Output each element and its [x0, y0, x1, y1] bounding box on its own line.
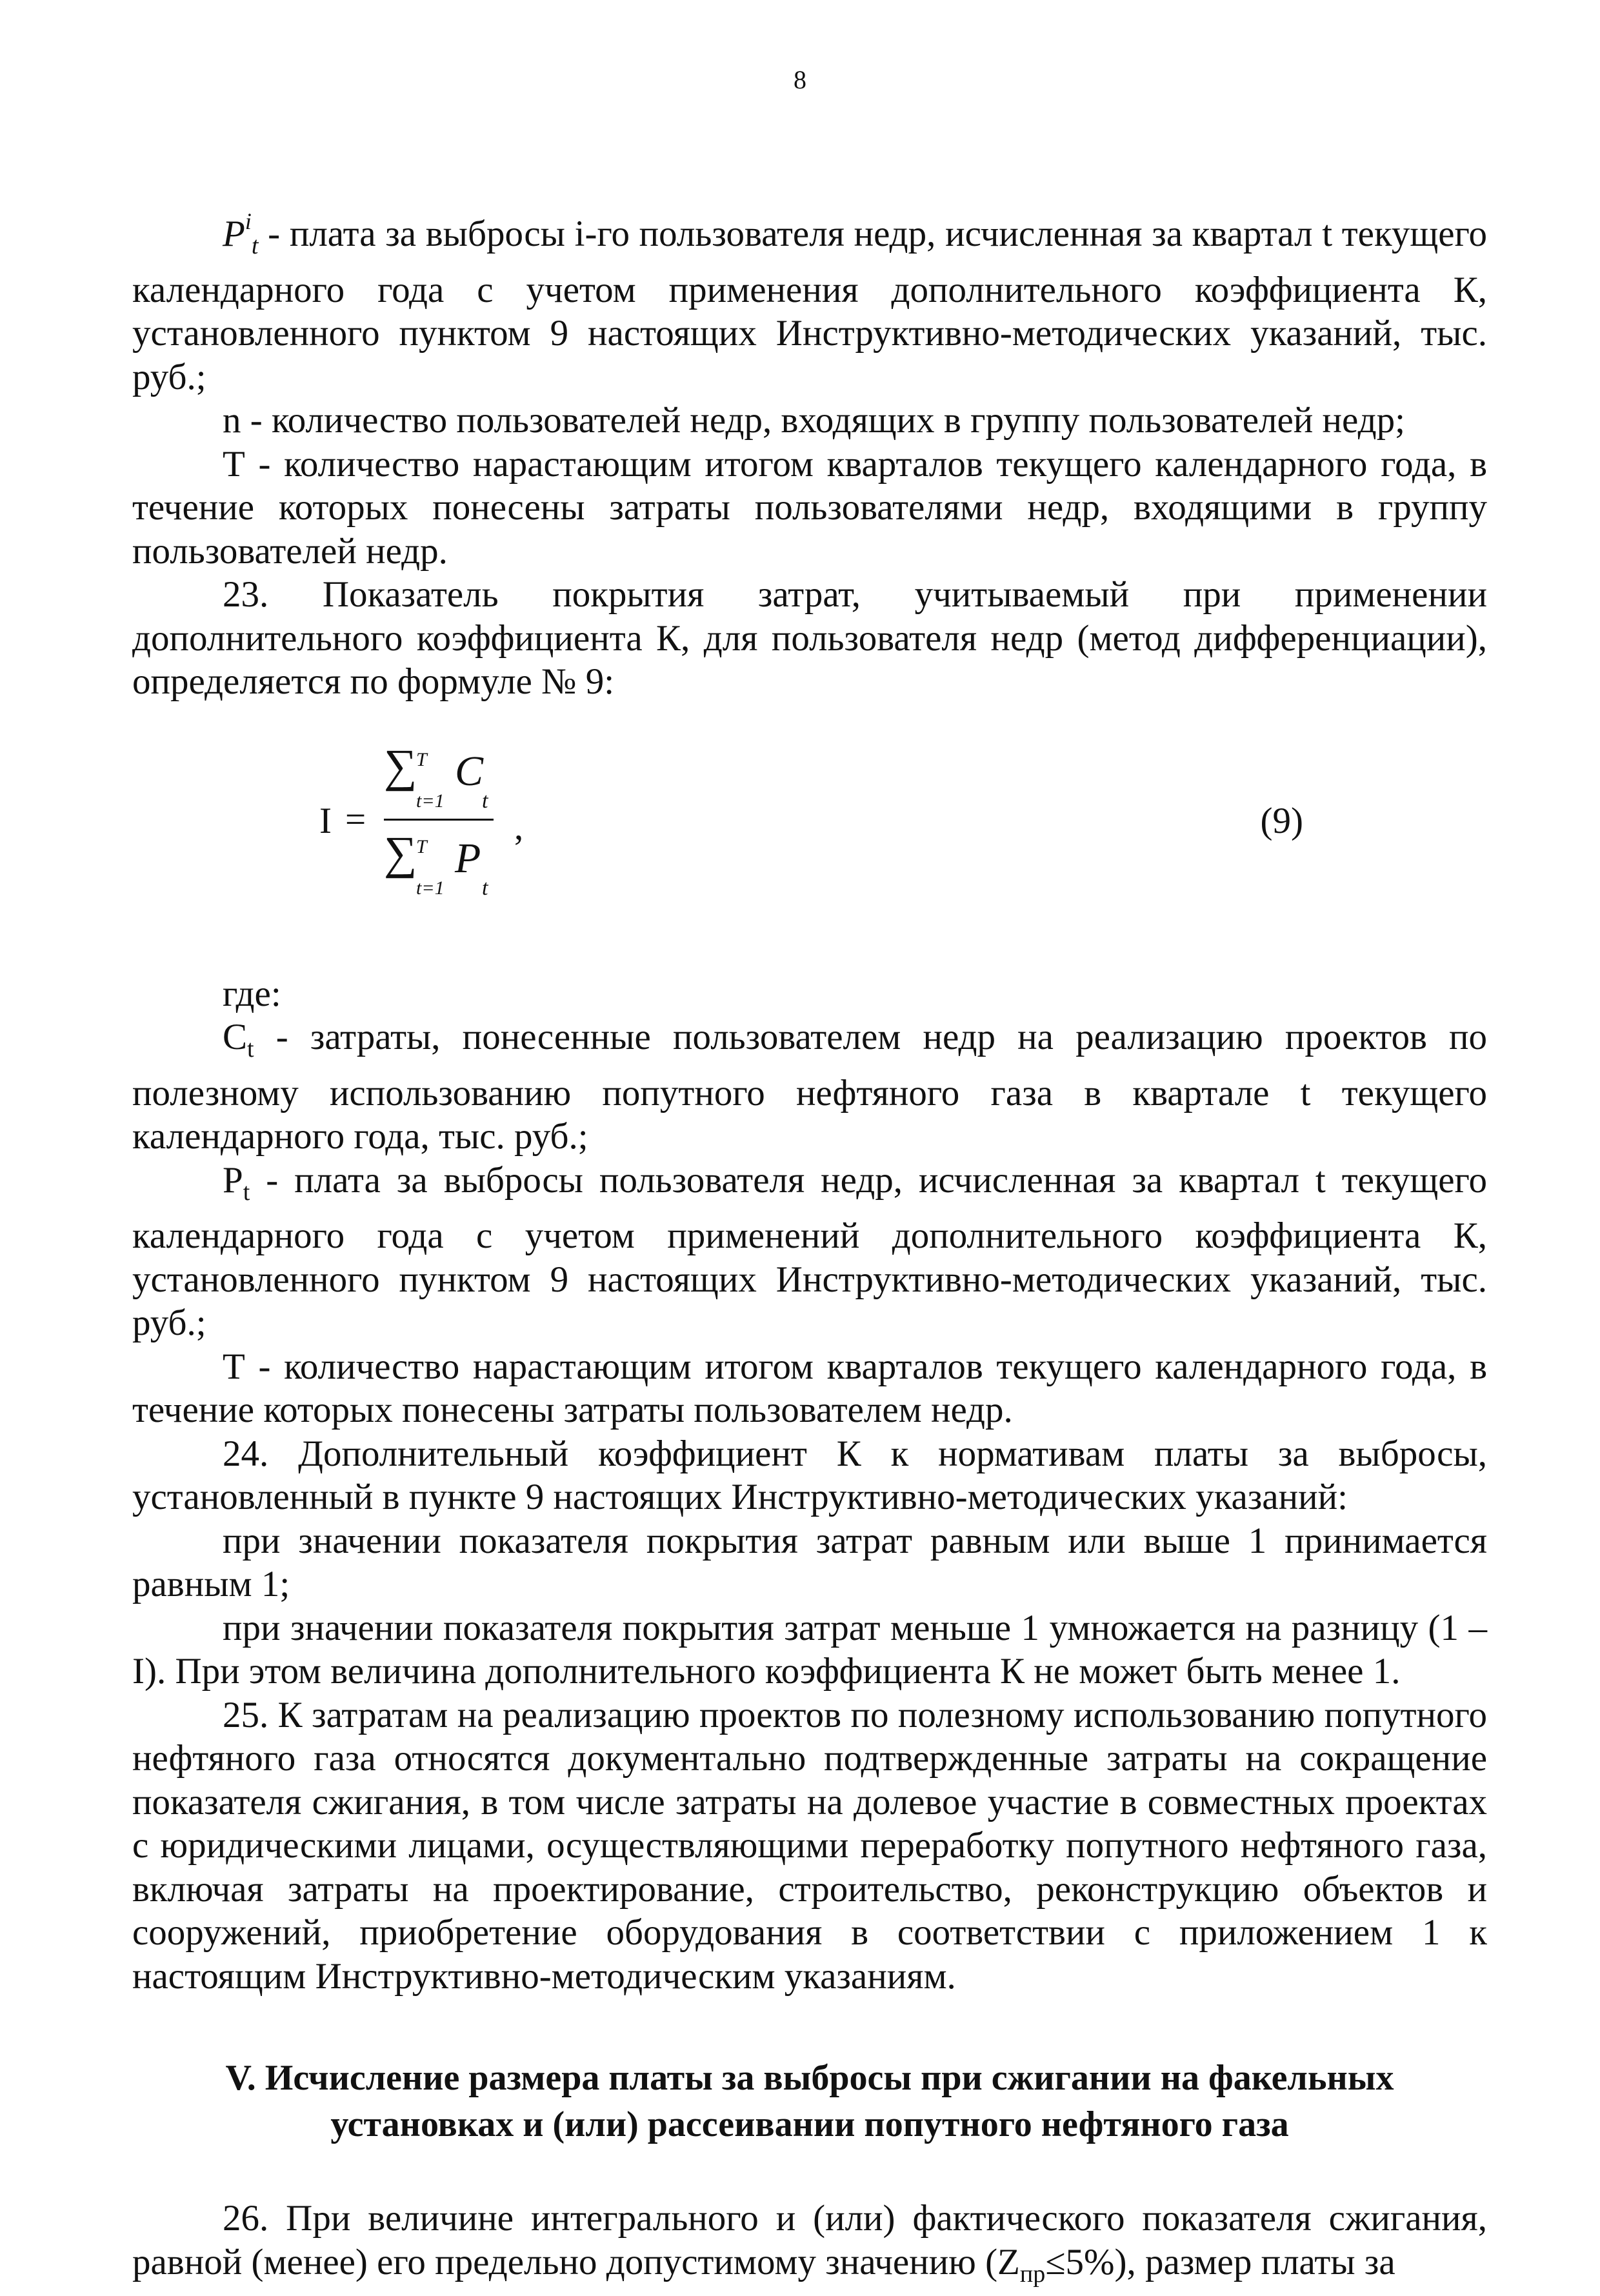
fraction-numerator: [384, 738, 513, 815]
symbol-c: C: [223, 1017, 248, 1057]
subscript-pr: пр: [1019, 2260, 1046, 2288]
definition-t-second: Т - количество нарастающим итогом кварталов текущего календарного года, в течение которых понесены затраты пользователем недр.: [132, 1346, 1487, 1430]
definition-t-first: Т - количество нарастающим итогом кварталов текущего календарного года, в течение которых понесены затраты пользователями недр, входящими в группу пользователей недр.: [132, 443, 1487, 572]
definition-text: - затраты, понесенные пользователем недр на реализацию проектов по полезному использованию попутного нефтяного газа в квартале t текущего календарного года, тыс. руб.;: [132, 1017, 1487, 1157]
sum-lower-limit: t=1: [416, 877, 445, 899]
symbol-p: P: [223, 214, 245, 254]
fraction-denominator: [384, 825, 513, 903]
where-label: где:: [223, 973, 281, 1014]
superscript-i: i: [245, 208, 252, 234]
section-heading-line-1: V. Исчисление размера платы за выбросы при сжигании на факельных: [225, 2058, 1394, 2098]
definition-text: - плата за выбросы i-го пользователя недр, исчисленная за квартал t текущего календарного года с учетом применения дополнительного коэффициента К, установленного пунктом 9 настоящих Инструктивно-методических указаний, тыс. руб.;: [132, 214, 1487, 397]
formula-comma: ,: [514, 806, 524, 848]
page-body: [132, 200, 1487, 2296]
formula-expression: [319, 728, 681, 915]
sum-upper-limit: T: [416, 835, 427, 857]
definition-text: - плата за выбросы пользователя недр, исчисленная за квартал t текущего календарного года с учетом применений дополнительного коэффициента К, установленного пунктом 9 настоящих Инструктивно-методических указаний, тыс. руб.;: [132, 1159, 1487, 1343]
paragraph-26: [132, 2197, 1487, 2296]
paragraph-25: 25. К затратам на реализацию проектов по полезному использованию попутного нефтяного газа относятся документально подтвержденные затраты на сокращение показателя сжигания, в том числе затраты на долевое участие в совместных проектах с юридическими лицами, осуществляющими переработку попутного нефтяного газа, включая затраты на проектирование, строительство, реконструкцию объектов и сооружений, приобретение оборудования в соответствии с приложением 1 к настоящим Инструктивно-методическим указаниям.: [132, 1694, 1487, 1997]
paragraph-24-case-a: при значении показателя покрытия затрат равным или выше 1 принимается равным 1;: [132, 1520, 1487, 1604]
subscript-t: t: [247, 1035, 254, 1063]
paragraph-24: 24. Дополнительный коэффициент К к нормативам платы за выбросы, установленный в пункте 9 настоящих Инструктивно-методических указаний:: [132, 1433, 1487, 1517]
formula-number: (9): [1260, 800, 1303, 841]
section-heading: [132, 2055, 1487, 2148]
formula-fraction: [384, 728, 513, 915]
formula-equals: =: [345, 799, 366, 840]
sum-upper-limit: T: [416, 748, 427, 770]
numerator-variable: C: [455, 747, 484, 795]
denominator-subscript: t: [482, 875, 488, 900]
page-number: 8: [794, 65, 806, 94]
sum-symbol: ∑: [384, 826, 417, 879]
denominator-variable: P: [455, 834, 481, 882]
sum-symbol: ∑: [384, 739, 417, 792]
sum-lower-limit: t=1: [416, 790, 445, 812]
numerator-subscript: t: [482, 788, 488, 813]
definition-ct: [132, 1015, 1487, 1159]
fraction-bar: [384, 819, 494, 821]
symbol-p: P: [223, 1159, 243, 1201]
section-heading-line-2: установках и (или) рассеивании попутного нефтяного газа: [330, 2104, 1289, 2144]
paragraph-26-text-end: ≤5%), размер платы за: [1045, 2241, 1395, 2282]
definition-pit: [132, 200, 1487, 399]
formula-9: [132, 728, 1487, 915]
heading-spacer: [132, 2148, 1487, 2197]
formula-lhs: I: [319, 800, 332, 841]
definition-pt: [132, 1159, 1487, 1345]
subscript-t: t: [251, 232, 259, 259]
paragraph-23: 23. Показатель покрытия затрат, учитываемый при применении дополнительного коэффициента К, для пользователя недр (метод дифференциации), определяется по формуле № 9:: [132, 574, 1487, 702]
subscript-t: t: [243, 1178, 250, 1206]
paragraph-24-case-b: при значении показателя покрытия затрат меньше 1 умножается на разницу (1 – I). При этом величина дополнительного коэффициента К не может быть менее 1.: [132, 1607, 1487, 1692]
paragraph-26-text-start: 26. При величине интегрального и (или) фактического показателя сжигания, равной (менее) его предельно допустимому значению (Z: [132, 2198, 1487, 2282]
definition-n: n - количество пользователей недр, входящих в группу пользователей недр;: [223, 400, 1405, 441]
